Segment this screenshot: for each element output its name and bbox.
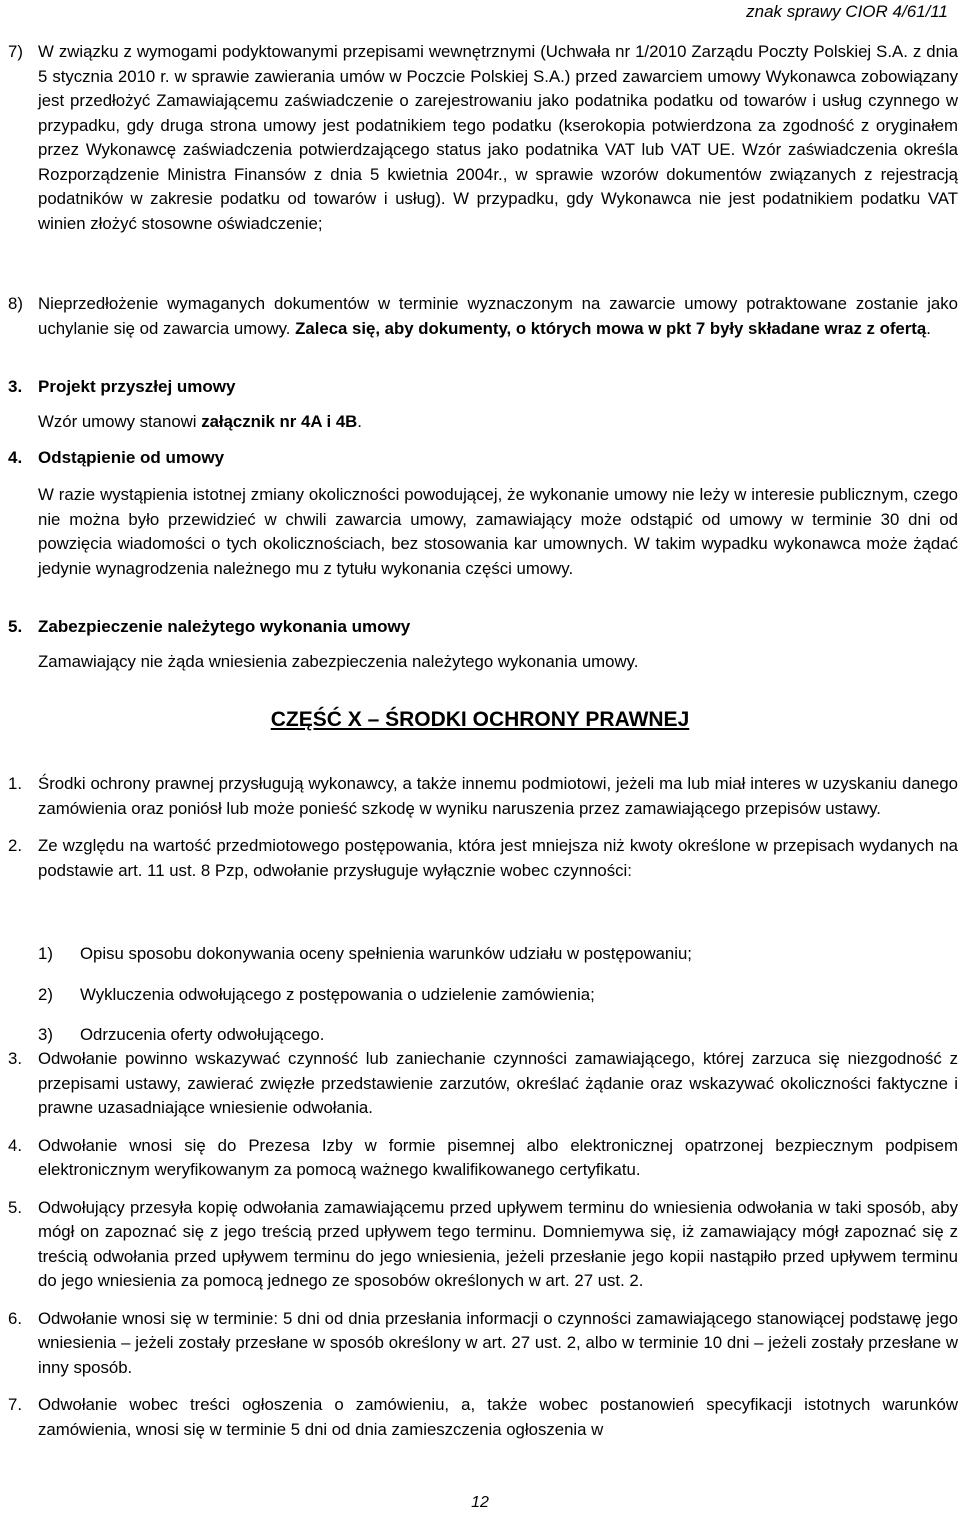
section-text (38, 412, 362, 432)
page-number: 12 (471, 1494, 489, 1511)
section-text: Zamawiający nie żąda wniesienia zabezpieczenia należytego wykonania umowy. (38, 652, 639, 671)
section-heading (8, 448, 224, 468)
item-text: Ze względu na wartość przedmiotowego postępowania, która jest mniejsza niż kwoty określone w przepisach wydanych na podstawie art. 11 ust. 8 Pzp, odwołanie przysługuje wyłącznie wobec czynności: (38, 836, 958, 880)
item-number: 4. (8, 1135, 22, 1155)
item-text: Środki ochrony prawnej przysługują wykonawcy, a także innemu podmiotowi, jeżeli ma lub miał interes w uzyskaniu danego zamówienia oraz poniósł lub może ponieść szkodę w wyniku naruszenia przez zamawiającego przepisów ustawy. (38, 774, 958, 818)
item-number: 3. (8, 1049, 22, 1068)
item-number: 8) (8, 294, 23, 313)
list-item (8, 40, 958, 236)
item-text: Wykluczenia odwołującego z postępowania o udzielenie zamówienia; (80, 984, 595, 1004)
list-item (8, 292, 958, 341)
item-text: Odwołanie wobec treści ogłoszenia o zamówieniu, a, także wobec postanowień specyfikacji istotnych warunków zamówienia, wnosi się w terminie 5 dni od dnia zamieszczenia ogłoszenia w (38, 1395, 958, 1439)
list-item (38, 942, 958, 967)
list-item (8, 1196, 958, 1294)
sub-list (38, 942, 958, 1048)
item-text-tail: . (926, 318, 931, 338)
section-heading (8, 617, 410, 637)
section-text-tail: . (357, 412, 362, 431)
list-item (38, 1023, 958, 1048)
item-number: 5. (8, 1197, 22, 1217)
item-number: 1. (8, 774, 22, 793)
section-title: Odstąpienie od umowy (38, 448, 225, 467)
item-text: Opisu sposobu dokonywania oceny spełnienia warunków udziału w postępowaniu; (80, 944, 692, 963)
section-text-plain: Wzór umowy stanowi (38, 412, 202, 431)
item-number: 7) (8, 42, 23, 61)
item-number: 2) (38, 984, 53, 1004)
item-number: 1) (38, 944, 53, 963)
item-text: Odwołujący przesyła kopię odwołania zamawiającemu przed upływem terminu do wniesienia odwołania w taki sposób, aby mógł on zapoznać się z jego treścią przed upływem tego terminu. Domniemywa się, iż zamawiający mógł zapoznać się z treścią odwołania przed upływem terminu do jego wniesienia, jeżeli przesłanie jego kopii nastąpiło przed upływem terminu do jego wniesienia za pomocą jednego ze sposobów określonych w art. 27 ust. 2. (38, 1197, 958, 1290)
list-item (8, 1393, 958, 1442)
item-text: Odwołanie powinno wskazywać czynność lub zaniechanie czynności zamawiającego, której zarzuca się niezgodność z przepisami ustawy, zawierać zwięzłe przedstawienie zarzutów, określać żądanie oraz wskazywać okoliczności faktyczne i prawne uzasadniające wniesienie odwołania. (38, 1049, 958, 1117)
list-item (8, 1047, 958, 1121)
item-text (38, 292, 958, 341)
numbered-list (8, 772, 958, 883)
section-number: 5. (8, 617, 23, 636)
item-text: Odrzucenia oferty odwołującego. (80, 1025, 325, 1044)
section-number: 4. (8, 448, 23, 467)
list-item (8, 834, 958, 883)
item-number: 2. (8, 836, 22, 855)
section-text: W razie wystąpienia istotnej zmiany okoliczności powodującej, że wykonanie umowy nie leży w interesie publicznym, czego nie można było przewidzieć w chwili zawarcia umowy, zamawiający może odstąpić od umowy w terminie 30 dni od powzięcia wiadomości o tych okolicznościach, bez stosowania kar umownych. W takim wypadku wykonawca może żądać jedynie wynagrodzenia należnego mu z tytułu wykonania części umowy. (38, 485, 958, 578)
item-number: 6. (8, 1308, 22, 1328)
item-number: 7. (8, 1395, 22, 1414)
list-item (8, 772, 958, 821)
item-text: Odwołanie wnosi się w terminie: 5 dni od dnia przesłania informacji o czynności zamawiającego stanowiącej podstawę jego wniesienia – jeżeli zostały przesłane w sposób określony w art. 27 ust. 2, albo w terminie 10 dni – jeżeli zostały przesłane w inny sposób. (38, 1308, 958, 1377)
section-title: Projekt przyszłej umowy (38, 377, 236, 396)
item-text-bold: Zaleca się, aby dokumenty, o których mowa w pkt 7 były składane wraz z ofertą (295, 318, 927, 338)
section-title: Zabezpieczenie należytego wykonania umowy (38, 617, 411, 636)
section-heading (8, 377, 235, 397)
list-item (38, 983, 958, 1008)
list-item (8, 1307, 958, 1381)
part-title: CZĘŚĆ X – ŚRODKI OCHRONY PRAWNEJ (270, 708, 690, 731)
list-item (8, 1134, 958, 1183)
item-text: W związku z wymogami podyktowanymi przepisami wewnętrznymi (Uchwała nr 1/2010 Zarządu Poczty Polskiej S.A. z dnia 5 stycznia 2010 r. w sprawie zawierania umów w Poczcie Polskiej S.A.) przed zawarciem umowy Wykonawca zobowiązany jest przedłożyć Zamawiającemu zaświadczenie o zarejestrowaniu jako podatnika podatku od towarów i usług czynnego w przypadku, gdy druga strona umowy jest podatnikiem tego podatku (kserokopia potwierdzona za zgodność z oryginałem przez Wykonawcę zaświadczenia potwierdzającego status jako podatnika VAT lub VAT UE. Wzór zaświadczenia określa Rozporządzenie Ministra Finansów z dnia 5 kwietnia 2004r., w sprawie wzorów dokumentów związanych z rejestracją podatników w zakresie podatku od towarów i usług). W przypadku, gdy Wykonawca nie jest podatnikiem podatku VAT winien złożyć stosowne oświadczenie; (38, 42, 958, 233)
item-text-plain: Nieprzedłożenie wymaganych dokumentów w terminie wyznaczonym na zawarcie umowy potraktowane zostanie jako uchylanie się od zawarcia umowy. (38, 294, 958, 338)
section-number: 3. (8, 377, 23, 396)
attachment-ref: załącznik nr 4A i 4B (201, 412, 358, 431)
numbered-list (8, 1047, 958, 1442)
case-reference: znak sprawy CIOR 4/61/11 (746, 2, 948, 21)
item-number: 3) (38, 1025, 53, 1044)
item-text: Odwołanie wnosi się do Prezesa Izby w formie pisemnej albo elektronicznej opatrzonej bezpiecznym podpisem elektronicznym weryfikowanym za pomocą ważnego kwalifikowanego certyfikatu. (38, 1135, 958, 1179)
